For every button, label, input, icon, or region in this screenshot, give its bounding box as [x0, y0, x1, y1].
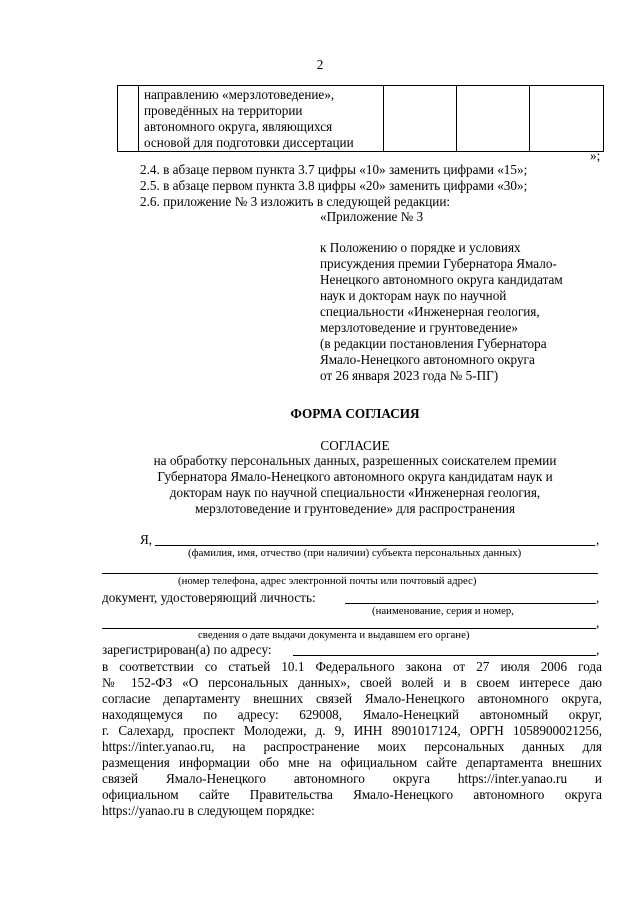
table-cell-empty	[118, 86, 139, 152]
consent-title: СОГЛАСИЕ	[320, 438, 390, 453]
appendix-ref-line: наук и докторам наук по научной	[320, 288, 507, 303]
document-comma: ,	[596, 590, 600, 605]
consent-subtitle-line: на обработку персональных данных, разрешенных соискателем премии	[153, 453, 557, 468]
document-field[interactable]	[345, 603, 596, 604]
document-hint-2: сведения о дате выдачи документа и выдавшем его органе)	[198, 629, 470, 641]
fio-field[interactable]	[155, 545, 595, 546]
table-cell-line: проведённых на территории	[144, 103, 303, 118]
document-hint: (наименование, серия и номер,	[372, 605, 514, 617]
appendix-ref-line: присуждения премии Губернатора Ямало-	[320, 256, 557, 271]
appendix-ref-line: специальности «Инженерная геология,	[320, 304, 540, 319]
appendix-ref-line: (в редакции постановления Губернатора	[320, 336, 547, 351]
table-cell-line: направлению «мерзлотоведение»,	[144, 87, 335, 102]
consent-subtitle	[0, 453, 640, 517]
address-field[interactable]	[293, 655, 596, 656]
fio-comma: ,	[596, 532, 600, 547]
table-closing-quote: »;	[590, 148, 601, 163]
appendix-ref-line: к Положению о порядке и условиях	[320, 240, 521, 255]
appendix-ref-line: от 26 января 2023 года № 5-ПГ)	[320, 368, 499, 383]
body-line: связей Ямало-Ненецкого автономного округа https://inter.yanao.ru и	[102, 771, 602, 786]
contact-field[interactable]	[102, 573, 598, 574]
appendix-title: «Приложение № 3	[320, 209, 424, 224]
table-cell-empty	[457, 86, 530, 152]
table-cell-empty	[384, 86, 457, 152]
appendix-reference	[320, 240, 563, 384]
page-number: 2	[316, 57, 324, 72]
appendix-ref-line: Ненецкого автономного округа кандидатам	[320, 272, 563, 287]
i-label: Я,	[140, 532, 153, 547]
consent-subtitle-line: докторам наук по научной специальности «Инженерная геология,	[169, 485, 541, 500]
registered-label: зарегистрирован(а) по адресу:	[102, 642, 272, 657]
amendment-2-5: 2.5. в абзаце первом пункта 3.8 цифры «20» заменить цифрами «30»;	[140, 178, 528, 193]
body-line: г. Салехард, проспект Молодежи, д. 9, ИНН 8901017124, ОРГН 1058900021256,	[102, 723, 602, 738]
contact-hint: (номер телефона, адрес электронной почты или почтовый адрес)	[178, 575, 477, 587]
table-cell-description	[139, 86, 384, 152]
amendment-2-6: 2.6. приложение № 3 изложить в следующей редакции:	[140, 194, 451, 209]
form-heading: ФОРМА СОГЛАСИЯ	[290, 406, 420, 421]
appendix-ref-line: Ямало-Ненецкого автономного округа	[320, 352, 535, 367]
fio-hint: (фамилия, имя, отчество (при наличии) субъекта персональных данных)	[188, 547, 522, 559]
document-details-comma: ,	[596, 615, 600, 630]
consent-subtitle-line: Губернатора Ямало-Ненецкого автономного округа кандидатам наук и	[157, 469, 553, 484]
table-cell-line: автономного округа, являющихся	[144, 119, 333, 134]
table-cell-empty	[530, 86, 604, 152]
body-line: в соответствии со статьей 10.1 Федерального закона от 27 июля 2006 года	[102, 659, 602, 674]
criteria-table-fragment	[117, 85, 604, 152]
address-comma: ,	[596, 642, 600, 657]
body-line: https://yanao.ru в следующем порядке:	[102, 803, 315, 818]
body-line: официальном сайте Правительства Ямало-Ненецкого автономного округа	[102, 787, 602, 802]
document-label: документ, удостоверяющий личность:	[102, 590, 316, 605]
table-cell-line: основой для подготовки диссертации	[144, 135, 354, 150]
body-line: № 152-ФЗ «О персональных данных», своей волей и в своем интересе даю	[102, 675, 602, 690]
appendix-ref-line: мерзлотоведение и грунтоведение»	[320, 320, 518, 335]
body-line: размещения информации обо мне на официальном сайте департамента внешних	[102, 755, 602, 770]
consent-subtitle-line: мерзлотоведение и грунтоведение» для распространения	[194, 501, 516, 516]
body-line: согласие департаменту внешних связей Ямало-Ненецкого автономного округа,	[102, 691, 602, 706]
body-line: https://inter.yanao.ru, на распространение моих персональных данных для	[102, 739, 602, 754]
amendment-2-4: 2.4. в абзаце первом пункта 3.7 цифры «10» заменить цифрами «15»;	[140, 162, 528, 177]
body-line: находящемуся по адресу: 629008, Ямало-Ненецкий автономный округ,	[102, 707, 602, 722]
